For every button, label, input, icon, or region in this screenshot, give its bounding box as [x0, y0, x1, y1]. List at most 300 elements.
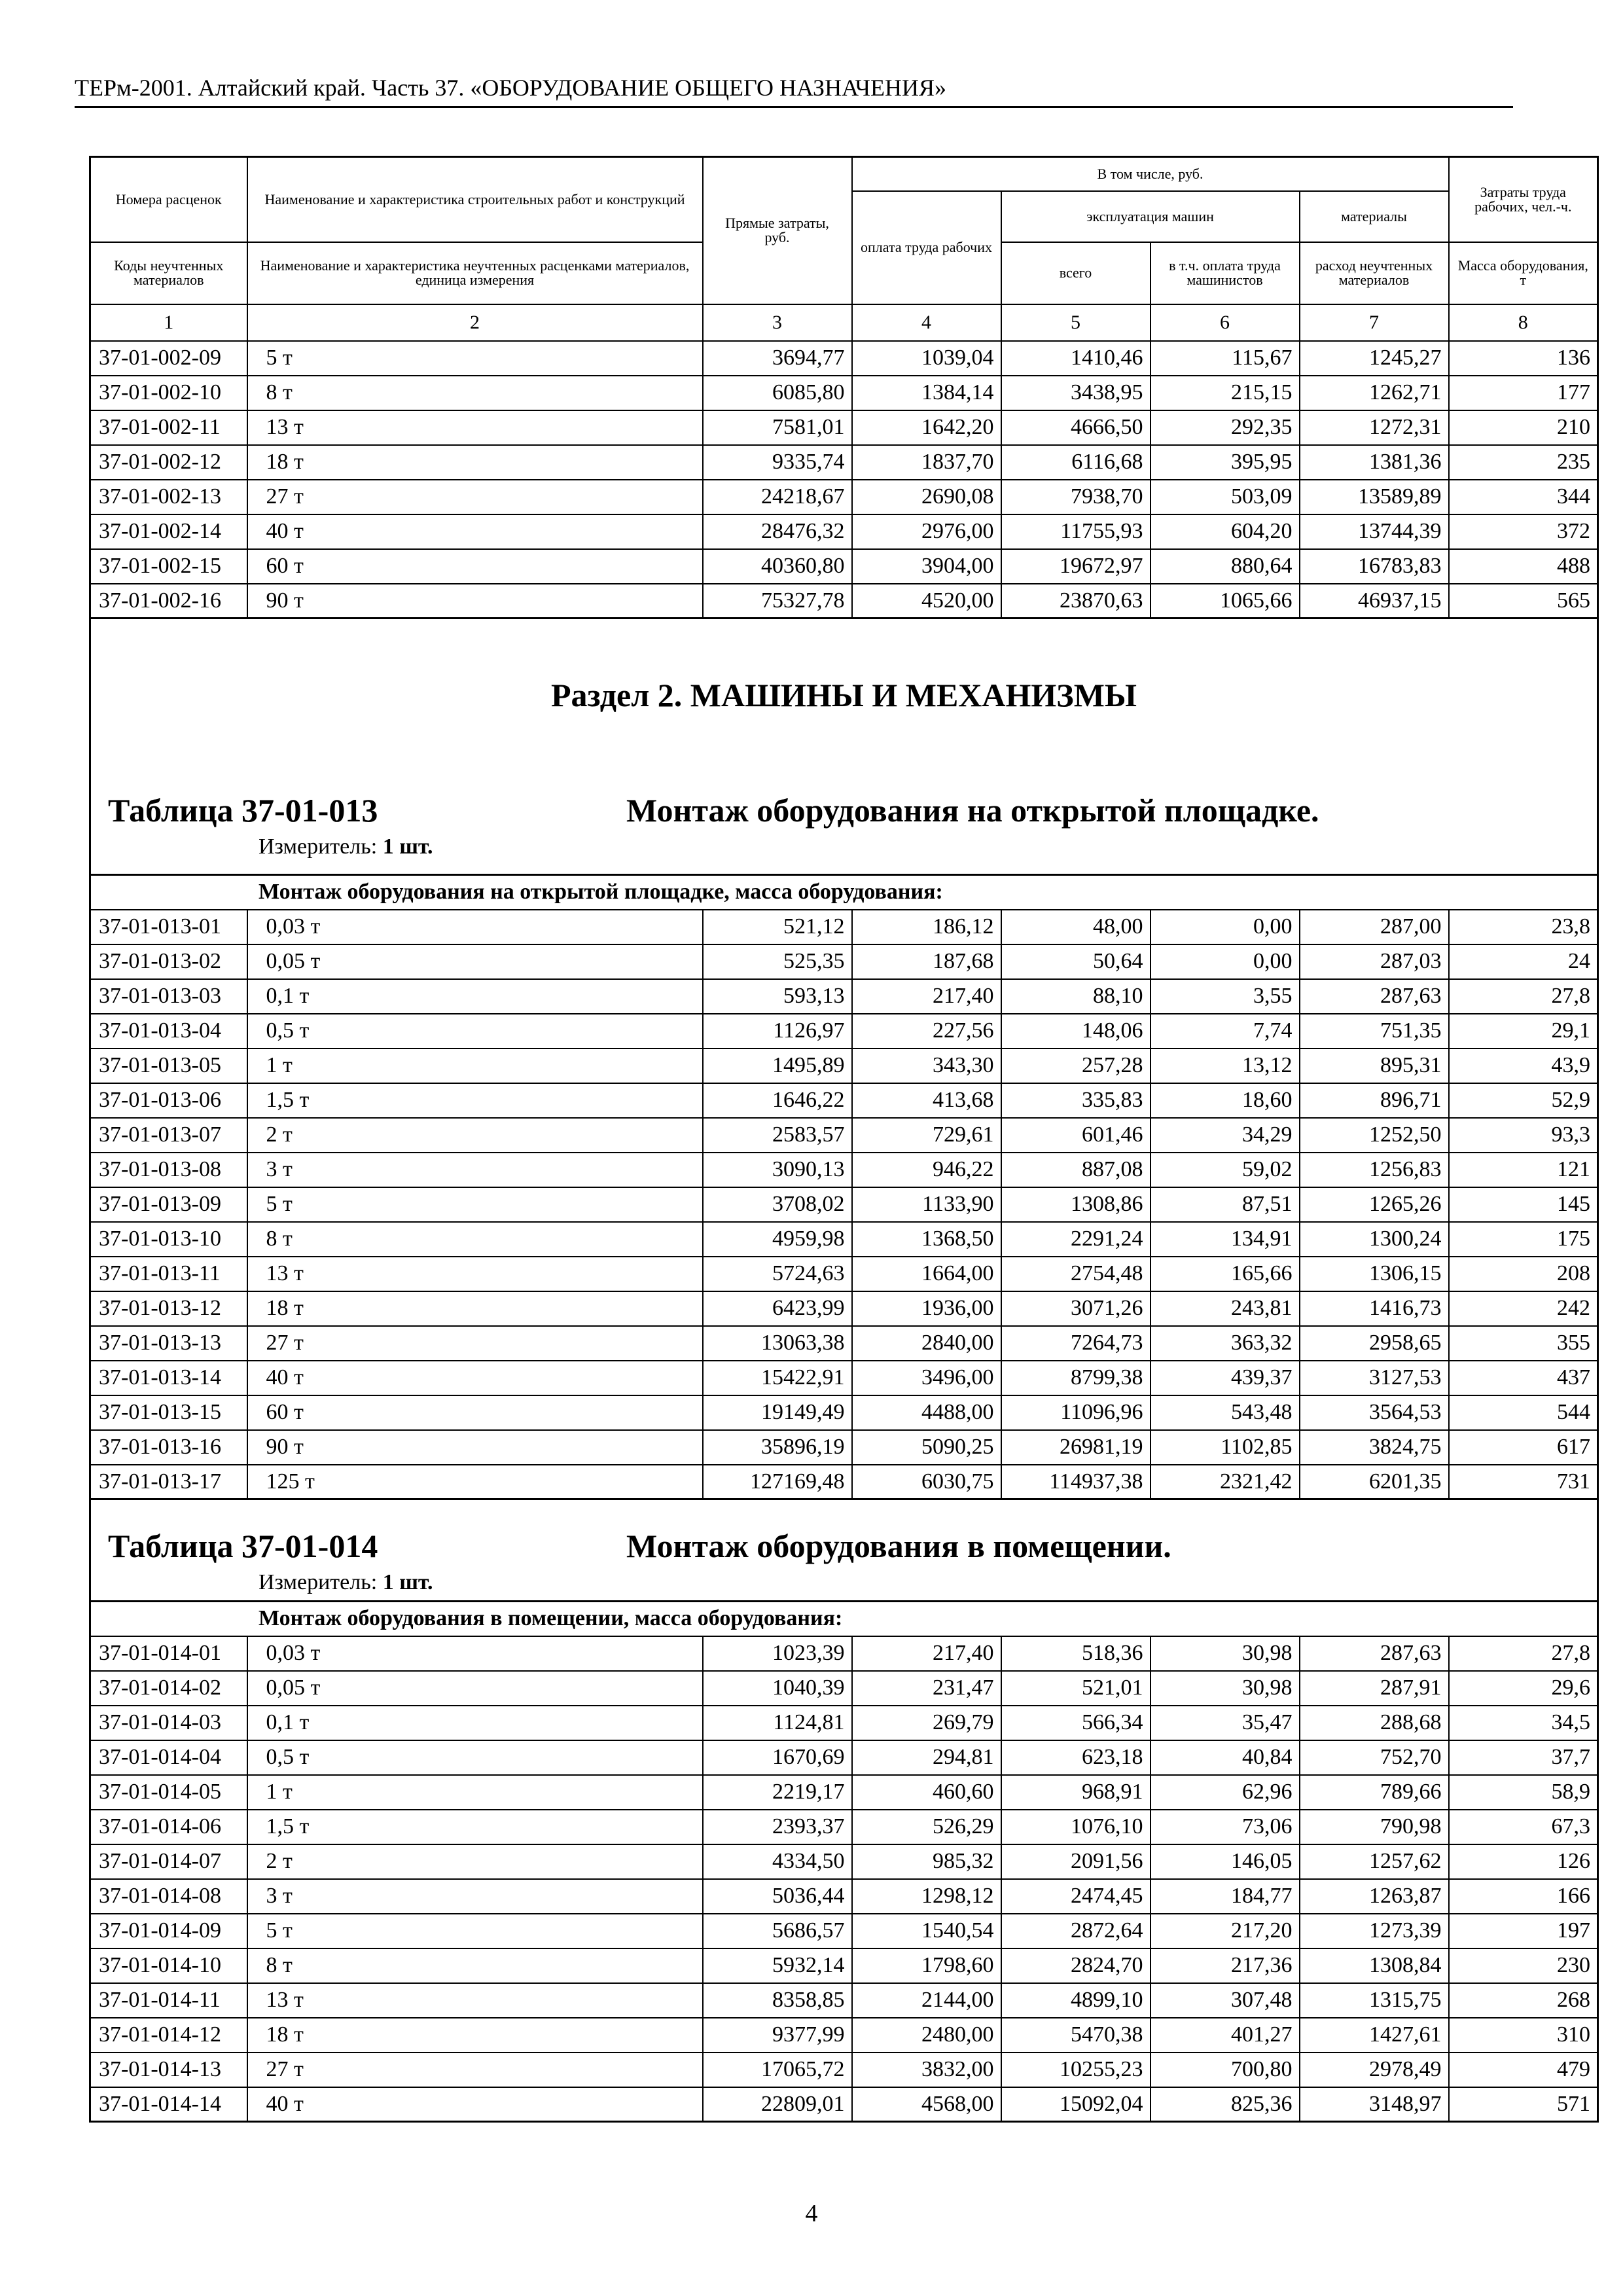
- machinists-pay-cell: 115,67: [1150, 341, 1300, 376]
- table-row: [90, 1257, 1598, 1291]
- work-name-cell: 13 т: [247, 1983, 703, 2018]
- machines-total-cell: 1410,46: [1001, 341, 1150, 376]
- labor-pay-cell: 231,47: [852, 1671, 1001, 1706]
- machines-total-cell: 257,28: [1001, 1049, 1150, 1083]
- header-incl: В том числе, руб.: [852, 157, 1449, 191]
- labor-hours-cell: 29,6: [1449, 1671, 1598, 1706]
- labor-pay-cell: 2144,00: [852, 1983, 1001, 2018]
- machinists-pay-cell: 7,74: [1150, 1014, 1300, 1049]
- labor-hours-cell: 34,5: [1449, 1706, 1598, 1740]
- machines-total-cell: 2091,56: [1001, 1844, 1150, 1879]
- direct-costs-cell: 17065,72: [703, 2053, 852, 2087]
- machinists-pay-cell: 18,60: [1150, 1083, 1300, 1118]
- direct-costs-cell: 40360,80: [703, 549, 852, 584]
- machines-total-cell: 11096,96: [1001, 1395, 1150, 1430]
- direct-costs-cell: 75327,78: [703, 584, 852, 619]
- labor-pay-cell: 1384,14: [852, 376, 1001, 410]
- rate-code-cell: 37-01-013-14: [90, 1361, 247, 1395]
- work-name-cell: 90 т: [247, 1430, 703, 1465]
- table-row: [90, 1636, 1598, 1671]
- materials-cell: 13744,39: [1300, 514, 1449, 549]
- materials-cell: 287,63: [1300, 1636, 1449, 1671]
- machinists-pay-cell: 217,20: [1150, 1914, 1300, 1948]
- col-number: 1: [90, 304, 247, 341]
- table-row: [90, 410, 1598, 445]
- col-number: 7: [1300, 304, 1449, 341]
- materials-cell: 287,91: [1300, 1671, 1449, 1706]
- labor-pay-cell: 6030,75: [852, 1465, 1001, 1499]
- labor-hours-cell: 37,7: [1449, 1740, 1598, 1775]
- materials-cell: 1381,36: [1300, 445, 1449, 480]
- table-title-cell: [90, 1499, 1598, 1602]
- group-row: [90, 875, 1598, 910]
- labor-hours-cell: 310: [1449, 2018, 1598, 2053]
- work-name-cell: 2 т: [247, 1844, 703, 1879]
- labor-hours-cell: 177: [1449, 376, 1598, 410]
- machinists-pay-cell: 401,27: [1150, 2018, 1300, 2053]
- machinists-pay-cell: 62,96: [1150, 1775, 1300, 1810]
- labor-pay-cell: 1664,00: [852, 1257, 1001, 1291]
- labor-pay-cell: 2690,08: [852, 480, 1001, 514]
- direct-costs-cell: 1040,39: [703, 1671, 852, 1706]
- materials-cell: 1245,27: [1300, 341, 1449, 376]
- rate-code-cell: 37-01-013-08: [90, 1153, 247, 1187]
- machinists-pay-cell: 3,55: [1150, 979, 1300, 1014]
- rate-code-cell: 37-01-002-15: [90, 549, 247, 584]
- header-number-row: [90, 304, 1598, 341]
- table-row: [90, 480, 1598, 514]
- rate-code-cell: 37-01-014-13: [90, 2053, 247, 2087]
- rate-code-cell: 37-01-013-07: [90, 1118, 247, 1153]
- machines-total-cell: 2474,45: [1001, 1879, 1150, 1914]
- labor-hours-cell: 166: [1449, 1879, 1598, 1914]
- rate-code-cell: 37-01-014-01: [90, 1636, 247, 1671]
- rate-code-cell: 37-01-014-11: [90, 1983, 247, 2018]
- machinists-pay-cell: 543,48: [1150, 1395, 1300, 1430]
- work-name-cell: 3 т: [247, 1879, 703, 1914]
- rate-code-cell: 37-01-002-16: [90, 584, 247, 619]
- rate-code-cell: 37-01-014-07: [90, 1844, 247, 1879]
- materials-cell: 1252,50: [1300, 1118, 1449, 1153]
- labor-hours-cell: 437: [1449, 1361, 1598, 1395]
- labor-hours-cell: 23,8: [1449, 910, 1598, 944]
- materials-cell: 6201,35: [1300, 1465, 1449, 1499]
- section-title: Раздел 2. МАШИНЫ И МЕХАНИЗМЫ: [551, 677, 1137, 713]
- machines-total-cell: 2824,70: [1001, 1948, 1150, 1983]
- materials-cell: 287,63: [1300, 979, 1449, 1014]
- machinists-pay-cell: 439,37: [1150, 1361, 1300, 1395]
- labor-hours-cell: 544: [1449, 1395, 1598, 1430]
- labor-pay-cell: 4520,00: [852, 584, 1001, 619]
- group-row: [90, 1602, 1598, 1636]
- header-col1-top: Номера расценок: [90, 157, 247, 242]
- machines-total-cell: 335,83: [1001, 1083, 1150, 1118]
- table-row: [90, 1049, 1598, 1083]
- direct-costs-cell: 525,35: [703, 944, 852, 979]
- machines-total-cell: 26981,19: [1001, 1430, 1150, 1465]
- group-label: Монтаж оборудования на открытой площадке, масса оборудования:: [90, 875, 1598, 910]
- labor-pay-cell: 217,40: [852, 979, 1001, 1014]
- table-row: [90, 2087, 1598, 2122]
- labor-pay-cell: 1298,12: [852, 1879, 1001, 1914]
- measure: [259, 1570, 433, 1596]
- labor-pay-cell: 4488,00: [852, 1395, 1001, 1430]
- direct-costs-cell: 3694,77: [703, 341, 852, 376]
- work-name-cell: 0,5 т: [247, 1014, 703, 1049]
- machinists-pay-cell: 1102,85: [1150, 1430, 1300, 1465]
- labor-hours-cell: 58,9: [1449, 1775, 1598, 1810]
- work-name-cell: 125 т: [247, 1465, 703, 1499]
- machinists-pay-cell: 215,15: [1150, 376, 1300, 410]
- measure-value: 1 шт.: [382, 834, 433, 859]
- materials-cell: 288,68: [1300, 1706, 1449, 1740]
- header-col1-bottom: Коды неучтенных материалов: [90, 242, 247, 304]
- header-rule: [75, 106, 1513, 108]
- header-col2-top: Наименование и характеристика строительных работ и конструкций: [247, 157, 703, 242]
- header-col5: всего: [1001, 242, 1150, 304]
- direct-costs-cell: 35896,19: [703, 1430, 852, 1465]
- machinists-pay-cell: 243,81: [1150, 1291, 1300, 1326]
- work-name-cell: 18 т: [247, 2018, 703, 2053]
- machines-total-cell: 601,46: [1001, 1118, 1150, 1153]
- labor-pay-cell: 985,32: [852, 1844, 1001, 1879]
- header-materials: материалы: [1300, 191, 1449, 242]
- measure-label: Измеритель:: [259, 1570, 378, 1594]
- table-row: [90, 1153, 1598, 1187]
- labor-hours-cell: 24: [1449, 944, 1598, 979]
- machinists-pay-cell: 0,00: [1150, 944, 1300, 979]
- table-row: [90, 1465, 1598, 1499]
- machinists-pay-cell: 395,95: [1150, 445, 1300, 480]
- materials-cell: 789,66: [1300, 1775, 1449, 1810]
- table-title-row: [90, 1499, 1598, 1602]
- rate-code-cell: 37-01-014-12: [90, 2018, 247, 2053]
- rate-code-cell: 37-01-013-05: [90, 1049, 247, 1083]
- work-name-cell: 8 т: [247, 1222, 703, 1257]
- table-row: [90, 1879, 1598, 1914]
- machines-total-cell: 10255,23: [1001, 2053, 1150, 2087]
- work-name-cell: 8 т: [247, 376, 703, 410]
- table-row: [90, 1291, 1598, 1326]
- table-row: [90, 1844, 1598, 1879]
- machines-total-cell: 11755,93: [1001, 514, 1150, 549]
- rate-code-cell: 37-01-013-09: [90, 1187, 247, 1222]
- machines-total-cell: 148,06: [1001, 1014, 1150, 1049]
- rate-code-cell: 37-01-014-06: [90, 1810, 247, 1844]
- machinists-pay-cell: 30,98: [1150, 1636, 1300, 1671]
- materials-cell: 751,35: [1300, 1014, 1449, 1049]
- rate-code-cell: 37-01-013-10: [90, 1222, 247, 1257]
- machines-total-cell: 15092,04: [1001, 2087, 1150, 2122]
- page-number: 4: [805, 2200, 818, 2227]
- rate-code-cell: 37-01-013-04: [90, 1014, 247, 1049]
- table-row: [90, 1671, 1598, 1706]
- direct-costs-cell: 3090,13: [703, 1153, 852, 1187]
- labor-pay-cell: 3496,00: [852, 1361, 1001, 1395]
- col-number: 6: [1150, 304, 1300, 341]
- machinists-pay-cell: 13,12: [1150, 1049, 1300, 1083]
- labor-pay-cell: 227,56: [852, 1014, 1001, 1049]
- machinists-pay-cell: 165,66: [1150, 1257, 1300, 1291]
- section-cell: [90, 619, 1598, 875]
- labor-hours-cell: 242: [1449, 1291, 1598, 1326]
- work-name-cell: 0,5 т: [247, 1740, 703, 1775]
- rate-code-cell: 37-01-002-11: [90, 410, 247, 445]
- labor-pay-cell: 1837,70: [852, 445, 1001, 480]
- direct-costs-cell: 5932,14: [703, 1948, 852, 1983]
- table-row: [90, 1395, 1598, 1430]
- machines-total-cell: 4666,50: [1001, 410, 1150, 445]
- machinists-pay-cell: 184,77: [1150, 1879, 1300, 1914]
- materials-cell: 1265,26: [1300, 1187, 1449, 1222]
- machines-total-cell: 7938,70: [1001, 480, 1150, 514]
- work-name-cell: 5 т: [247, 1187, 703, 1222]
- table-row: [90, 1361, 1598, 1395]
- work-name-cell: 18 т: [247, 445, 703, 480]
- rate-code-cell: 37-01-014-14: [90, 2087, 247, 2122]
- direct-costs-cell: 13063,38: [703, 1326, 852, 1361]
- work-name-cell: 8 т: [247, 1948, 703, 1983]
- table-row: [90, 944, 1598, 979]
- work-name-cell: 13 т: [247, 410, 703, 445]
- work-name-cell: 40 т: [247, 2087, 703, 2122]
- table-row: [90, 1914, 1598, 1948]
- machinists-pay-cell: 40,84: [1150, 1740, 1300, 1775]
- col-number: 4: [852, 304, 1001, 341]
- direct-costs-cell: 19149,49: [703, 1395, 852, 1430]
- labor-pay-cell: 4568,00: [852, 2087, 1001, 2122]
- labor-pay-cell: 946,22: [852, 1153, 1001, 1187]
- direct-costs-cell: 1646,22: [703, 1083, 852, 1118]
- machinists-pay-cell: 59,02: [1150, 1153, 1300, 1187]
- rate-code-cell: 37-01-002-09: [90, 341, 247, 376]
- machinists-pay-cell: 1065,66: [1150, 584, 1300, 619]
- work-name-cell: 0,05 т: [247, 1671, 703, 1706]
- machines-total-cell: 19672,97: [1001, 549, 1150, 584]
- rate-code-cell: 37-01-002-14: [90, 514, 247, 549]
- table-number: Таблица 37-01-013: [108, 792, 378, 829]
- machinists-pay-cell: 2321,42: [1150, 1465, 1300, 1499]
- direct-costs-cell: 15422,91: [703, 1361, 852, 1395]
- direct-costs-cell: 4959,98: [703, 1222, 852, 1257]
- direct-costs-cell: 5724,63: [703, 1257, 852, 1291]
- rate-code-cell: 37-01-014-04: [90, 1740, 247, 1775]
- machinists-pay-cell: 363,32: [1150, 1326, 1300, 1361]
- rate-code-cell: 37-01-014-05: [90, 1775, 247, 1810]
- direct-costs-cell: 24218,67: [703, 480, 852, 514]
- labor-hours-cell: 175: [1449, 1222, 1598, 1257]
- materials-cell: 1263,87: [1300, 1879, 1449, 1914]
- machines-total-cell: 8799,38: [1001, 1361, 1150, 1395]
- labor-hours-cell: 230: [1449, 1948, 1598, 1983]
- labor-hours-cell: 617: [1449, 1430, 1598, 1465]
- labor-pay-cell: 1936,00: [852, 1291, 1001, 1326]
- table-row: [90, 549, 1598, 584]
- measure: [259, 834, 433, 860]
- direct-costs-cell: 2219,17: [703, 1775, 852, 1810]
- machinists-pay-cell: 880,64: [1150, 549, 1300, 584]
- table-row: [90, 1326, 1598, 1361]
- labor-hours-cell: 121: [1449, 1153, 1598, 1187]
- rate-code-cell: 37-01-002-12: [90, 445, 247, 480]
- machinists-pay-cell: 825,36: [1150, 2087, 1300, 2122]
- labor-hours-cell: 372: [1449, 514, 1598, 549]
- labor-hours-cell: 235: [1449, 445, 1598, 480]
- table-row: [90, 1430, 1598, 1465]
- table-row: [90, 1222, 1598, 1257]
- work-name-cell: 0,05 т: [247, 944, 703, 979]
- materials-cell: 790,98: [1300, 1810, 1449, 1844]
- header-col7: расход неучтенных материалов: [1300, 242, 1449, 304]
- col-number: 2: [247, 304, 703, 341]
- work-name-cell: 1,5 т: [247, 1810, 703, 1844]
- group-label: Монтаж оборудования в помещении, масса оборудования:: [90, 1602, 1598, 1636]
- table-row: [90, 2018, 1598, 2053]
- machinists-pay-cell: 87,51: [1150, 1187, 1300, 1222]
- table-row: [90, 979, 1598, 1014]
- work-name-cell: 5 т: [247, 341, 703, 376]
- machines-total-cell: 2754,48: [1001, 1257, 1150, 1291]
- machinists-pay-cell: 292,35: [1150, 410, 1300, 445]
- materials-cell: 1416,73: [1300, 1291, 1449, 1326]
- table-row: [90, 514, 1598, 549]
- measure-label: Измеритель:: [259, 834, 378, 859]
- rate-code-cell: 37-01-014-10: [90, 1948, 247, 1983]
- labor-pay-cell: 460,60: [852, 1775, 1001, 1810]
- labor-hours-cell: 488: [1449, 549, 1598, 584]
- machinists-pay-cell: 700,80: [1150, 2053, 1300, 2087]
- rate-code-cell: 37-01-014-09: [90, 1914, 247, 1948]
- work-name-cell: 40 т: [247, 514, 703, 549]
- labor-pay-cell: 269,79: [852, 1706, 1001, 1740]
- col-number: 5: [1001, 304, 1150, 341]
- machines-total-cell: 2291,24: [1001, 1222, 1150, 1257]
- materials-cell: 1262,71: [1300, 376, 1449, 410]
- materials-cell: 895,31: [1300, 1049, 1449, 1083]
- rate-code-cell: 37-01-002-10: [90, 376, 247, 410]
- labor-pay-cell: 1798,60: [852, 1948, 1001, 1983]
- work-name-cell: 0,03 т: [247, 1636, 703, 1671]
- materials-cell: 287,03: [1300, 944, 1449, 979]
- labor-hours-cell: 27,8: [1449, 979, 1598, 1014]
- materials-cell: 2958,65: [1300, 1326, 1449, 1361]
- materials-cell: 1273,39: [1300, 1914, 1449, 1948]
- work-name-cell: 1,5 т: [247, 1083, 703, 1118]
- direct-costs-cell: 1023,39: [703, 1636, 852, 1671]
- header-col4: оплата труда рабочих: [852, 191, 1001, 304]
- direct-costs-cell: 2583,57: [703, 1118, 852, 1153]
- header-col8-top: Затраты труда рабочих, чел.-ч.: [1449, 157, 1598, 242]
- labor-pay-cell: 413,68: [852, 1083, 1001, 1118]
- labor-hours-cell: 29,1: [1449, 1014, 1598, 1049]
- machines-total-cell: 623,18: [1001, 1740, 1150, 1775]
- labor-hours-cell: 355: [1449, 1326, 1598, 1361]
- labor-pay-cell: 186,12: [852, 910, 1001, 944]
- labor-hours-cell: 208: [1449, 1257, 1598, 1291]
- direct-costs-cell: 5686,57: [703, 1914, 852, 1948]
- direct-costs-cell: 2393,37: [703, 1810, 852, 1844]
- machines-total-cell: 6116,68: [1001, 445, 1150, 480]
- work-name-cell: 1 т: [247, 1049, 703, 1083]
- col-number: 8: [1449, 304, 1598, 341]
- work-name-cell: 0,1 т: [247, 1706, 703, 1740]
- labor-pay-cell: 187,68: [852, 944, 1001, 979]
- direct-costs-cell: 6085,80: [703, 376, 852, 410]
- header-col3: Прямые затраты, руб.: [703, 157, 852, 304]
- rate-code-cell: 37-01-014-03: [90, 1706, 247, 1740]
- table-row: [90, 2053, 1598, 2087]
- work-name-cell: 60 т: [247, 549, 703, 584]
- labor-hours-cell: 136: [1449, 341, 1598, 376]
- materials-cell: 1427,61: [1300, 2018, 1449, 2053]
- rate-code-cell: 37-01-013-03: [90, 979, 247, 1014]
- rate-code-cell: 37-01-013-16: [90, 1430, 247, 1465]
- col-number: 3: [703, 304, 852, 341]
- direct-costs-cell: 7581,01: [703, 410, 852, 445]
- table-row: [90, 1740, 1598, 1775]
- labor-pay-cell: 1540,54: [852, 1914, 1001, 1948]
- materials-cell: 1257,62: [1300, 1844, 1449, 1879]
- labor-pay-cell: 343,30: [852, 1049, 1001, 1083]
- direct-costs-cell: 6423,99: [703, 1291, 852, 1326]
- labor-hours-cell: 43,9: [1449, 1049, 1598, 1083]
- header-col6: в т.ч. оплата труда машинистов: [1150, 242, 1300, 304]
- work-name-cell: 27 т: [247, 1326, 703, 1361]
- direct-costs-cell: 3708,02: [703, 1187, 852, 1222]
- labor-pay-cell: 2976,00: [852, 514, 1001, 549]
- table-row: [90, 1118, 1598, 1153]
- direct-costs-cell: 1670,69: [703, 1740, 852, 1775]
- table-row: [90, 341, 1598, 376]
- rate-code-cell: 37-01-014-08: [90, 1879, 247, 1914]
- labor-pay-cell: 526,29: [852, 1810, 1001, 1844]
- machines-total-cell: 4899,10: [1001, 1983, 1150, 2018]
- machines-total-cell: 7264,73: [1001, 1326, 1150, 1361]
- machinists-pay-cell: 134,91: [1150, 1222, 1300, 1257]
- work-name-cell: 1 т: [247, 1775, 703, 1810]
- header-col2-bottom: Наименование и характеристика неучтенных расценками материалов, единица измерения: [247, 242, 703, 304]
- table-number: Таблица 37-01-014: [108, 1528, 378, 1564]
- work-name-cell: 13 т: [247, 1257, 703, 1291]
- table-row: [90, 445, 1598, 480]
- direct-costs-cell: 1495,89: [703, 1049, 852, 1083]
- materials-cell: 1272,31: [1300, 410, 1449, 445]
- table-row: [90, 1083, 1598, 1118]
- work-name-cell: 18 т: [247, 1291, 703, 1326]
- table-heading: Монтаж оборудования на открытой площадке.: [626, 792, 1319, 829]
- work-name-cell: 60 т: [247, 1395, 703, 1430]
- table-row: [90, 1948, 1598, 1983]
- direct-costs-cell: 127169,48: [703, 1465, 852, 1499]
- machines-total-cell: 521,01: [1001, 1671, 1150, 1706]
- rate-code-cell: 37-01-002-13: [90, 480, 247, 514]
- table-row: [90, 376, 1598, 410]
- machinists-pay-cell: 34,29: [1150, 1118, 1300, 1153]
- direct-costs-cell: 4334,50: [703, 1844, 852, 1879]
- machines-total-cell: 88,10: [1001, 979, 1150, 1014]
- materials-cell: 1256,83: [1300, 1153, 1449, 1187]
- machinists-pay-cell: 503,09: [1150, 480, 1300, 514]
- labor-pay-cell: 2840,00: [852, 1326, 1001, 1361]
- table-row: [90, 1775, 1598, 1810]
- table-row: [90, 1810, 1598, 1844]
- header-machines: эксплуатация машин: [1001, 191, 1300, 242]
- machinists-pay-cell: 604,20: [1150, 514, 1300, 549]
- materials-cell: 3127,53: [1300, 1361, 1449, 1395]
- running-header: ТЕРм-2001. Алтайский край. Часть 37. «ОБОРУДОВАНИЕ ОБЩЕГО НАЗНАЧЕНИЯ»: [75, 75, 947, 101]
- machines-total-cell: 48,00: [1001, 910, 1150, 944]
- labor-pay-cell: 2480,00: [852, 2018, 1001, 2053]
